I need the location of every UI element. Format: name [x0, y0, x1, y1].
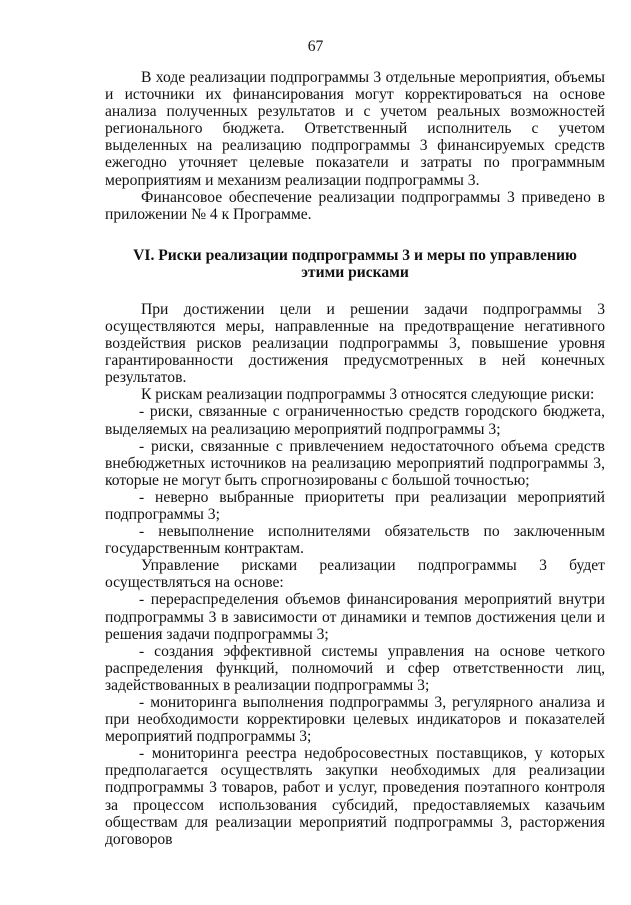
- section-heading-line-1: VI. Риски реализации подпрограммы 3 и меры по управлению: [133, 246, 577, 264]
- list-item-management-system: - создания эффективной системы управления на основе четкого распределения функций, полномочий и сфер ответственности лиц, задействованных в реализации подпрограммы 3;: [105, 642, 605, 694]
- list-item-risk-contracts: - невыполнение исполнителями обязательств по заключенным государственным контрактам.: [105, 523, 605, 558]
- list-item-monitoring-registry: - мониторинга реестра недобросовестных поставщиков, у которых предполагается осуществлять закупки необходимых для реализации подпрограммы 3 товаров, работ и услуг, проведения поэтапного контроля за процессом использования субсидий, предоставляемых казачьим обществам для реализации мероприятий подпрограммы 3, расторжения договоров: [105, 745, 605, 848]
- paragraph-intro-1: В ходе реализации подпрограммы 3 отдельные мероприятия, объемы и источники их финансирования могут корректироваться на основе анализа полученных результатов и с учетом реальных возможностей регионального бюджета. Ответственный исполнитель с учетом выделенных на реализацию подпрограммы 3 финансируемых средств ежегодно уточняет целевые показатели и затраты по программным мероприятиям и механизм реализации подпрограммы 3.: [105, 69, 605, 189]
- page-number: 67: [307, 38, 324, 55]
- list-item-risk-budget: - риски, связанные с ограниченностью средств городского бюджета, выделяемых на реализацию мероприятий подпрограммы 3;: [105, 403, 605, 438]
- paragraph-management-intro: Управление рисками реализации подпрограммы 3 будет осуществляться на основе:: [105, 557, 605, 592]
- paragraph-measures: При достижении цели и решении задачи подпрограммы 3 осуществляются меры, направленные на предотвращение негативного воздействия рисков реализации подпрограммы 3, повышение уровня гарантированности достижения предусмотренных в ней конечных результатов.: [105, 300, 605, 387]
- list-item-risk-extrabudget: - риски, связанные с привлечением недостаточного объема средств внебюджетных источников на реализацию мероприятий подпрограммы 3, которые не могут быть спрогнозированы с большой точностью;: [105, 437, 605, 489]
- section-heading: [105, 247, 605, 282]
- list-item-risk-priorities: - неверно выбранные приоритеты при реализации мероприятий подпрограммы 3;: [105, 488, 605, 523]
- paragraph-risks-intro: К рискам реализации подпрограммы 3 относятся следующие риски:: [141, 386, 595, 404]
- section-heading-line-2: этими рисками: [301, 264, 409, 282]
- list-item-redistribution: - перераспределения объемов финансирования мероприятий внутри подпрограммы 3 в зависимости от динамики и темпов достижения цели и решения задачи подпрограммы 3;: [105, 591, 605, 643]
- document-body: [105, 69, 605, 848]
- list-item-monitoring-execution: - мониторинга выполнения подпрограммы 3, регулярного анализа и при необходимости корректировки целевых индикаторов и показателей мероприятий подпрограммы 3;: [105, 694, 605, 746]
- paragraph-intro-2: Финансовое обеспечение реализации подпрограммы 3 приведено в приложении № 4 к Программе.: [105, 188, 605, 223]
